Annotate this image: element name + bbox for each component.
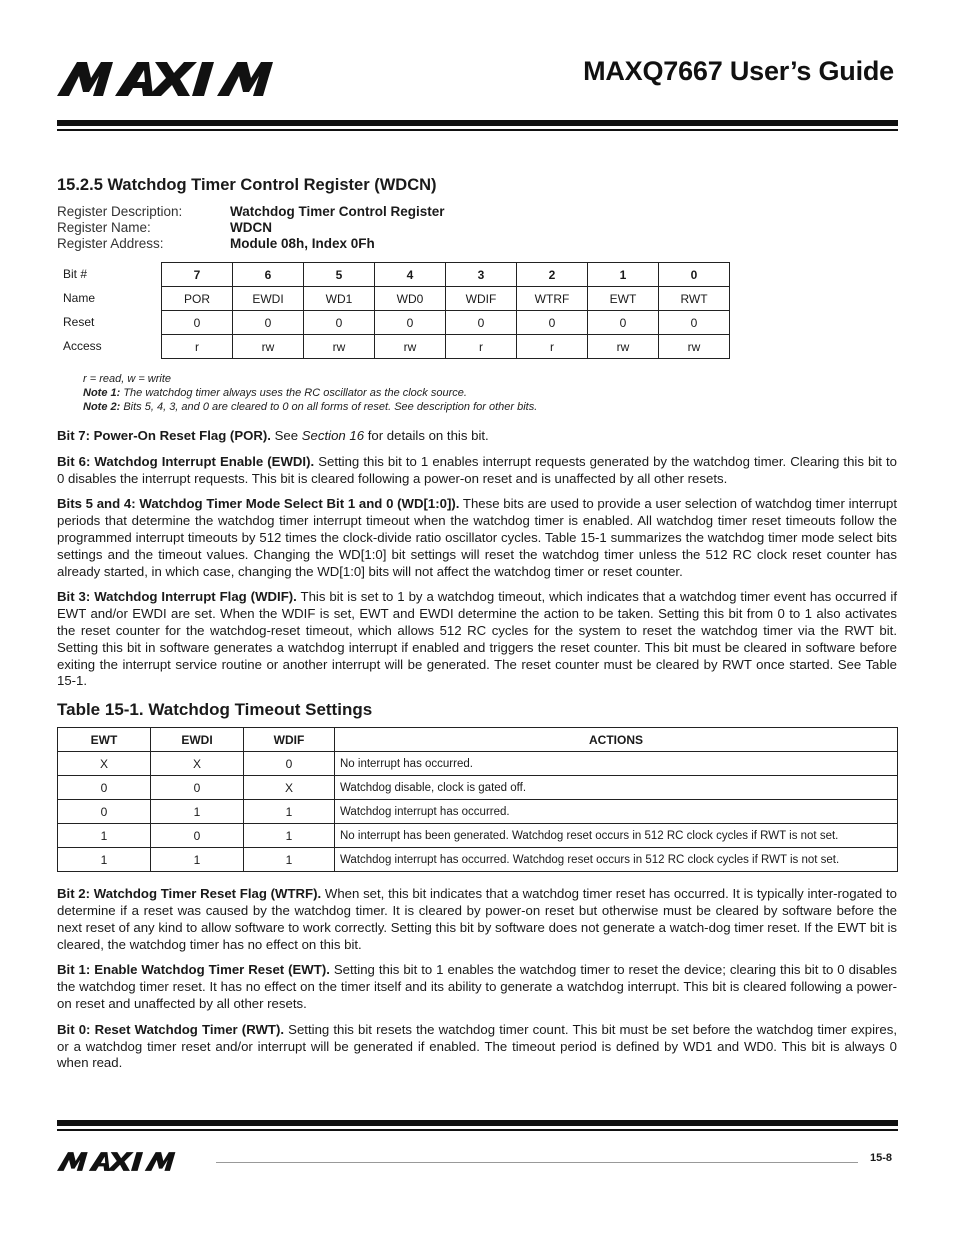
bit-cell: 5 [304, 263, 375, 287]
row-label: Reset [63, 315, 95, 329]
table-row [58, 824, 898, 848]
name-row [162, 287, 730, 311]
table-cell: 0 [151, 776, 244, 800]
access-cell: rw [233, 335, 304, 359]
bit-description [57, 962, 897, 1012]
table-row [58, 848, 898, 872]
access-cell: rw [304, 335, 375, 359]
name-cell: RWT [659, 287, 730, 311]
name-cell: WDIF [446, 287, 517, 311]
table-cell: Watchdog disable, clock is gated off. [335, 776, 898, 800]
bit-heading: Bit 3: Watchdog Interrupt Flag (WDIF). [57, 589, 297, 605]
table-cell: X [58, 752, 151, 776]
meta-key: Register Name: [57, 220, 151, 235]
reset-cell: 0 [375, 311, 446, 335]
reset-cell: 0 [659, 311, 730, 335]
header-rule [57, 120, 898, 126]
access-cell: r [517, 335, 588, 359]
table-header-row [58, 728, 898, 752]
doc-title: MAXQ7667 User’s Guide [583, 56, 894, 86]
name-cell: EWDI [233, 287, 304, 311]
section-reference: Section 16 [301, 428, 365, 443]
bit-heading: Bit 6: Watchdog Interrupt Enable (EWDI). [57, 453, 315, 469]
table-row [58, 752, 898, 776]
meta-key: Register Description: [57, 204, 183, 219]
table-cell: No interrupt has been generated. Watchdog reset occurs in 512 RC clock cycles if RWT is not set. [335, 824, 898, 848]
bit-row [162, 263, 730, 287]
bit-text: When set, this bit indicates that a watchdog timer reset has occurred. It is typically inter-rogated to determine if a reset was caused by the watchdog timer. It is cleared by power-on reset but otherwise must be cleared by software before the next reset of any kind to allow software to work correctly. Setting this bit by software does not generate a watch-dog timer reset. If the EWT bit is cleared, the watchdog timer has no effect on this bit. [57, 886, 897, 952]
access-cell: r [162, 335, 233, 359]
reset-row [162, 311, 730, 335]
row-label: Name [63, 291, 96, 305]
bit-description [57, 428, 897, 445]
table-cell: 1 [244, 800, 335, 824]
bit-text: Setting this bit to 1 enables interrupt requests generated by the watchdog timer. Clearing this bit to 0 disables the interrupt requests. This bit is cleared following a power-on reset and is unaffected by all other resets. [57, 453, 897, 486]
bit-cell: 1 [588, 263, 659, 287]
header-rule-thin [57, 129, 898, 131]
section-title: 15.2.5 Watchdog Timer Control Register (WDCN) [57, 176, 437, 194]
table-cell: Watchdog interrupt has occurred. [335, 800, 898, 824]
table-cell: 1 [58, 824, 151, 848]
reset-cell: 0 [517, 311, 588, 335]
row-label: Access [63, 339, 102, 353]
access-cell: rw [588, 335, 659, 359]
table-cell: X [244, 776, 335, 800]
bit-cell: 2 [517, 263, 588, 287]
row-label: Bit # [63, 267, 88, 281]
table-cell: X [151, 752, 244, 776]
table-cell: Watchdog interrupt has occurred. Watchdog reset occurs in 512 RC clock cycles if RWT is not set. [335, 848, 898, 872]
column-header: WDIF [244, 728, 335, 752]
reset-cell: 0 [304, 311, 375, 335]
register-meta [57, 204, 897, 251]
bit-text: These bits are used to provide a user selection of watchdog timer interrupt periods that determine the watchdog timer interrupt timeout when the watchdog timer is enabled. All watchdog timer reset timeouts follow the programmed interrupt timeouts by 512 times the clock-divide ratio oscillator cycles. Table 15-1 summarizes the watchdog timer mode select bits settings and the timeout values. Changing the WD[1:0] bit settings will reset the watchdog timer unless the 512 RC clock reset counter has already started, in which case, changing the WD[1:0] bits will not affect the watchdog timer or reset counter. [57, 496, 897, 579]
register-map [57, 262, 897, 359]
maxim-logo-icon [57, 62, 327, 96]
bit-cell: 7 [162, 263, 233, 287]
bit-heading: Bit 2: Watchdog Timer Reset Flag (WTRF). [57, 886, 322, 902]
access-cell: r [446, 335, 517, 359]
access-row [162, 335, 730, 359]
column-header: ACTIONS [335, 728, 898, 752]
reset-cell: 0 [233, 311, 304, 335]
table-cell: No interrupt has occurred. [335, 752, 898, 776]
access-cell: rw [659, 335, 730, 359]
bit-cell: 6 [233, 263, 304, 287]
bit-heading: Bit 0: Reset Watchdog Timer (RWT). [57, 1021, 285, 1037]
table-cell: 1 [244, 824, 335, 848]
meta-key: Register Address: [57, 236, 164, 251]
bit-cell: 0 [659, 263, 730, 287]
register-notes [83, 372, 897, 414]
reset-cell: 0 [162, 311, 233, 335]
footer-rule-thin [57, 1129, 898, 1131]
table-cell: 1 [244, 848, 335, 872]
footer-divider [216, 1162, 858, 1163]
bit-heading: Bits 5 and 4: Watchdog Timer Mode Select Bit 1 and 0 (WD[1:0]). [57, 496, 460, 512]
table-row [58, 800, 898, 824]
name-cell: WD0 [375, 287, 446, 311]
table-cell: 1 [58, 848, 151, 872]
bit-cell: 4 [375, 263, 446, 287]
main-content [57, 170, 897, 1072]
bit-description [57, 886, 897, 953]
table-title: Table 15-1. Watchdog Timeout Settings [57, 700, 373, 720]
note-label: Note 2: [83, 401, 121, 413]
column-header: EWDI [151, 728, 244, 752]
register-row-labels [57, 262, 161, 359]
meta-value: WDCN [230, 220, 272, 235]
note-text: Bits 5, 4, 3, and 0 are cleared to 0 on all forms of reset. See description for other bits. [120, 401, 538, 413]
bit-description [57, 496, 897, 580]
name-cell: WD1 [304, 287, 375, 311]
table-cell: 1 [151, 800, 244, 824]
access-legend: r = read, w = write [83, 373, 172, 385]
page-number: 15-8 [869, 1152, 892, 1164]
reset-cell: 0 [588, 311, 659, 335]
table-cell: 1 [151, 848, 244, 872]
note-text: The watchdog timer always uses the RC oscillator as the clock source. [120, 387, 467, 399]
bit-heading: Bit 1: Enable Watchdog Timer Reset (EWT). [57, 962, 330, 978]
name-cell: EWT [588, 287, 659, 311]
reset-cell: 0 [446, 311, 517, 335]
bit-description [57, 1022, 897, 1072]
name-cell: WTRF [517, 287, 588, 311]
bit-heading: Bit 7: Power-On Reset Flag (POR). [57, 428, 271, 443]
timeout-table [57, 727, 898, 872]
bit-text: This bit is set to 1 by a watchdog timeout, which indicates that a watchdog timer event has occurred if EWT and/or EWDI are set. When the WDIF is set, EWT and EWDI determine the action to be taken. Setting this bit from 0 to 1 also activates the reset counter for the watchdog-reset timeout, which allows 512 RC cycles for the system to reset the watchdog timer via the RWT bit. Setting this bit in software generates a watchdog interrupt if enabled and triggers the reset counter. This bit must be cleared in software before exiting the interrupt service routine or another interrupt will be generated. The reset counter must be cleared by RWT once started. See Table 15-1. [57, 589, 897, 689]
meta-value: Module 08h, Index 0Fh [230, 236, 375, 251]
meta-value: Watchdog Timer Control Register [230, 204, 445, 219]
maxim-logo [57, 62, 327, 96]
table-cell: 0 [58, 776, 151, 800]
access-cell: rw [375, 335, 446, 359]
footer-maxim-logo [57, 1152, 205, 1171]
bit-cell: 3 [446, 263, 517, 287]
table-row [58, 776, 898, 800]
note-2 [83, 400, 897, 414]
maxim-logo-icon [57, 1152, 205, 1171]
table-cell: 0 [244, 752, 335, 776]
register-table [161, 262, 730, 359]
column-header: EWT [58, 728, 151, 752]
bit-description [57, 454, 897, 488]
table-cell: 0 [58, 800, 151, 824]
bit-text: Setting this bit to 1 enables the watchdog timer to reset the device; clearing this bit to 0 disables the watchdog timer reset. It has no effect on the timer itself and its ability to generate a watchdog interrupt. This bit is cleared following a power-on reset and unaffected by all other resets. [57, 962, 897, 1011]
note-1 [83, 386, 897, 400]
footer-rule [57, 1120, 898, 1126]
note-label: Note 1: [83, 387, 121, 399]
bit-text: for details on this bit. [364, 428, 489, 443]
bit-description [57, 589, 897, 690]
bit-text: See [270, 428, 302, 443]
bit-text: Setting this bit resets the watchdog timer count. This bit must be set before the watchdog timer expires, or a watchdog timer reset and/or interrupt will be generated if enabled. The timeout period is defined by WD1 and WD0. This bit is always 0 when read. [57, 1021, 897, 1071]
name-cell: POR [162, 287, 233, 311]
table-cell: 0 [151, 824, 244, 848]
